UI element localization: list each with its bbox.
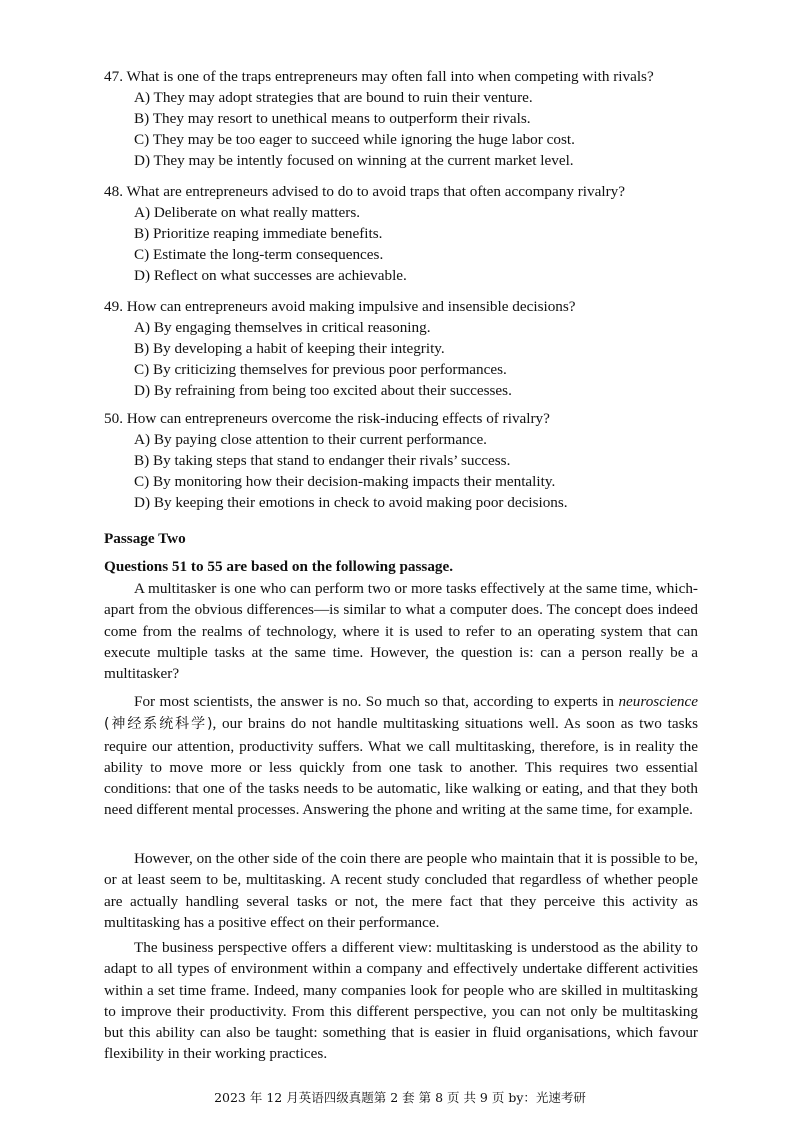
option-b: B) By developing a habit of keeping their integrity.: [134, 340, 445, 357]
question-stem: 49. How can entrepreneurs avoid making impulsive and insensible decisions?: [104, 298, 576, 315]
paragraph-1: A multitasker is one who can perform two or more tasks effectively at the same time, which-apart from the obvious differences—is similar to what a computer does. The concept does indeed come from the realms of technology, where it is used to refer to an operating system that can execute multiple tasks at the same time. However, the question is: can a person really be a multitasker?: [104, 580, 698, 683]
question-47: [104, 66, 704, 171]
passage-instruction: Questions 51 to 55 are based on the following passage.: [104, 558, 454, 575]
question-stem: 48. What are entrepreneurs advised to do to avoid traps that often accompany rivalry?: [104, 183, 625, 200]
paragraph-3: However, on the other side of the coin there are people who maintain that it is possible to be, or at least seem to be, multitasking. A recent study concluded that regardless of whether people are actually handling several tasks or not, the mere fact that they perceive this activity as multitasking has a positive effect on their performance.: [104, 850, 698, 931]
option-a: A) They may adopt strategies that are bound to ruin their venture.: [134, 89, 533, 106]
question-49: [104, 296, 704, 401]
question-stem: 47. What is one of the traps entrepreneurs may often fall into when competing with rivals?: [104, 68, 654, 85]
option-d: D) By keeping their emotions in check to avoid making poor decisions.: [134, 494, 568, 511]
term-neuroscience: neuroscience: [618, 693, 698, 710]
paragraph-2-rest: , our brains do not handle multitasking situations well. As soon as two tasks require our attention, productivity suffers. What we call multitasking, therefore, is in reality the ability to move more or less quickly from one task to another. This requires two essential conditions: that one of the tasks needs to be automatic, like walking or eating, and that they both need different mental processes. Answering the phone and writing at the same time, for example.: [104, 715, 698, 819]
option-c: C) They may be too eager to succeed while ignoring the huge labor cost.: [134, 131, 575, 148]
option-c: C) By monitoring how their decision-making impacts their mentality.: [134, 473, 556, 490]
option-d: D) Reflect on what successes are achievable.: [134, 267, 407, 284]
option-c: C) By criticizing themselves for previous poor performances.: [134, 361, 507, 378]
question-stem: 50. How can entrepreneurs overcome the risk-inducing effects of rivalry?: [104, 410, 550, 427]
option-b: B) They may resort to unethical means to outperform their rivals.: [134, 110, 531, 127]
option-d: D) By refraining from being too excited about their successes.: [134, 382, 512, 399]
page-footer: 2023 年 12 月英语四级真题第 2 套 第 8 页 共 9 页 by：光速考研: [214, 1090, 586, 1105]
option-a: A) Deliberate on what really matters.: [134, 204, 361, 221]
option-b: B) By taking steps that stand to endanger their rivals’ success.: [134, 452, 511, 469]
option-c: C) Estimate the long-term consequences.: [134, 246, 384, 263]
chinese-gloss: (神经系统科学): [104, 716, 213, 733]
question-50: [104, 408, 704, 513]
question-48: [104, 181, 704, 286]
option-a: A) By paying close attention to their current performance.: [134, 431, 487, 448]
paragraph-2: [104, 691, 698, 821]
option-b: B) Prioritize reaping immediate benefits.: [134, 225, 383, 242]
paragraph-2-lead: For most scientists, the answer is no. So much so that, according to experts in: [134, 693, 619, 710]
passage-title: Passage Two: [104, 530, 186, 547]
option-a: A) By engaging themselves in critical reasoning.: [134, 319, 431, 336]
option-d: D) They may be intently focused on winning at the current market level.: [134, 152, 574, 169]
paragraph-4: The business perspective offers a different view: multitasking is understood as the ability to adapt to all types of environment within a company and effectively undertake different activities within a set time frame. Indeed, many companies look for people who are skilled in multitasking to improve their productivity. From this different perspective, you can not only be multitasking but this ability can also be taught: something that is easier in fluid organisations, which favour flexibility in their working practices.: [104, 939, 698, 1063]
